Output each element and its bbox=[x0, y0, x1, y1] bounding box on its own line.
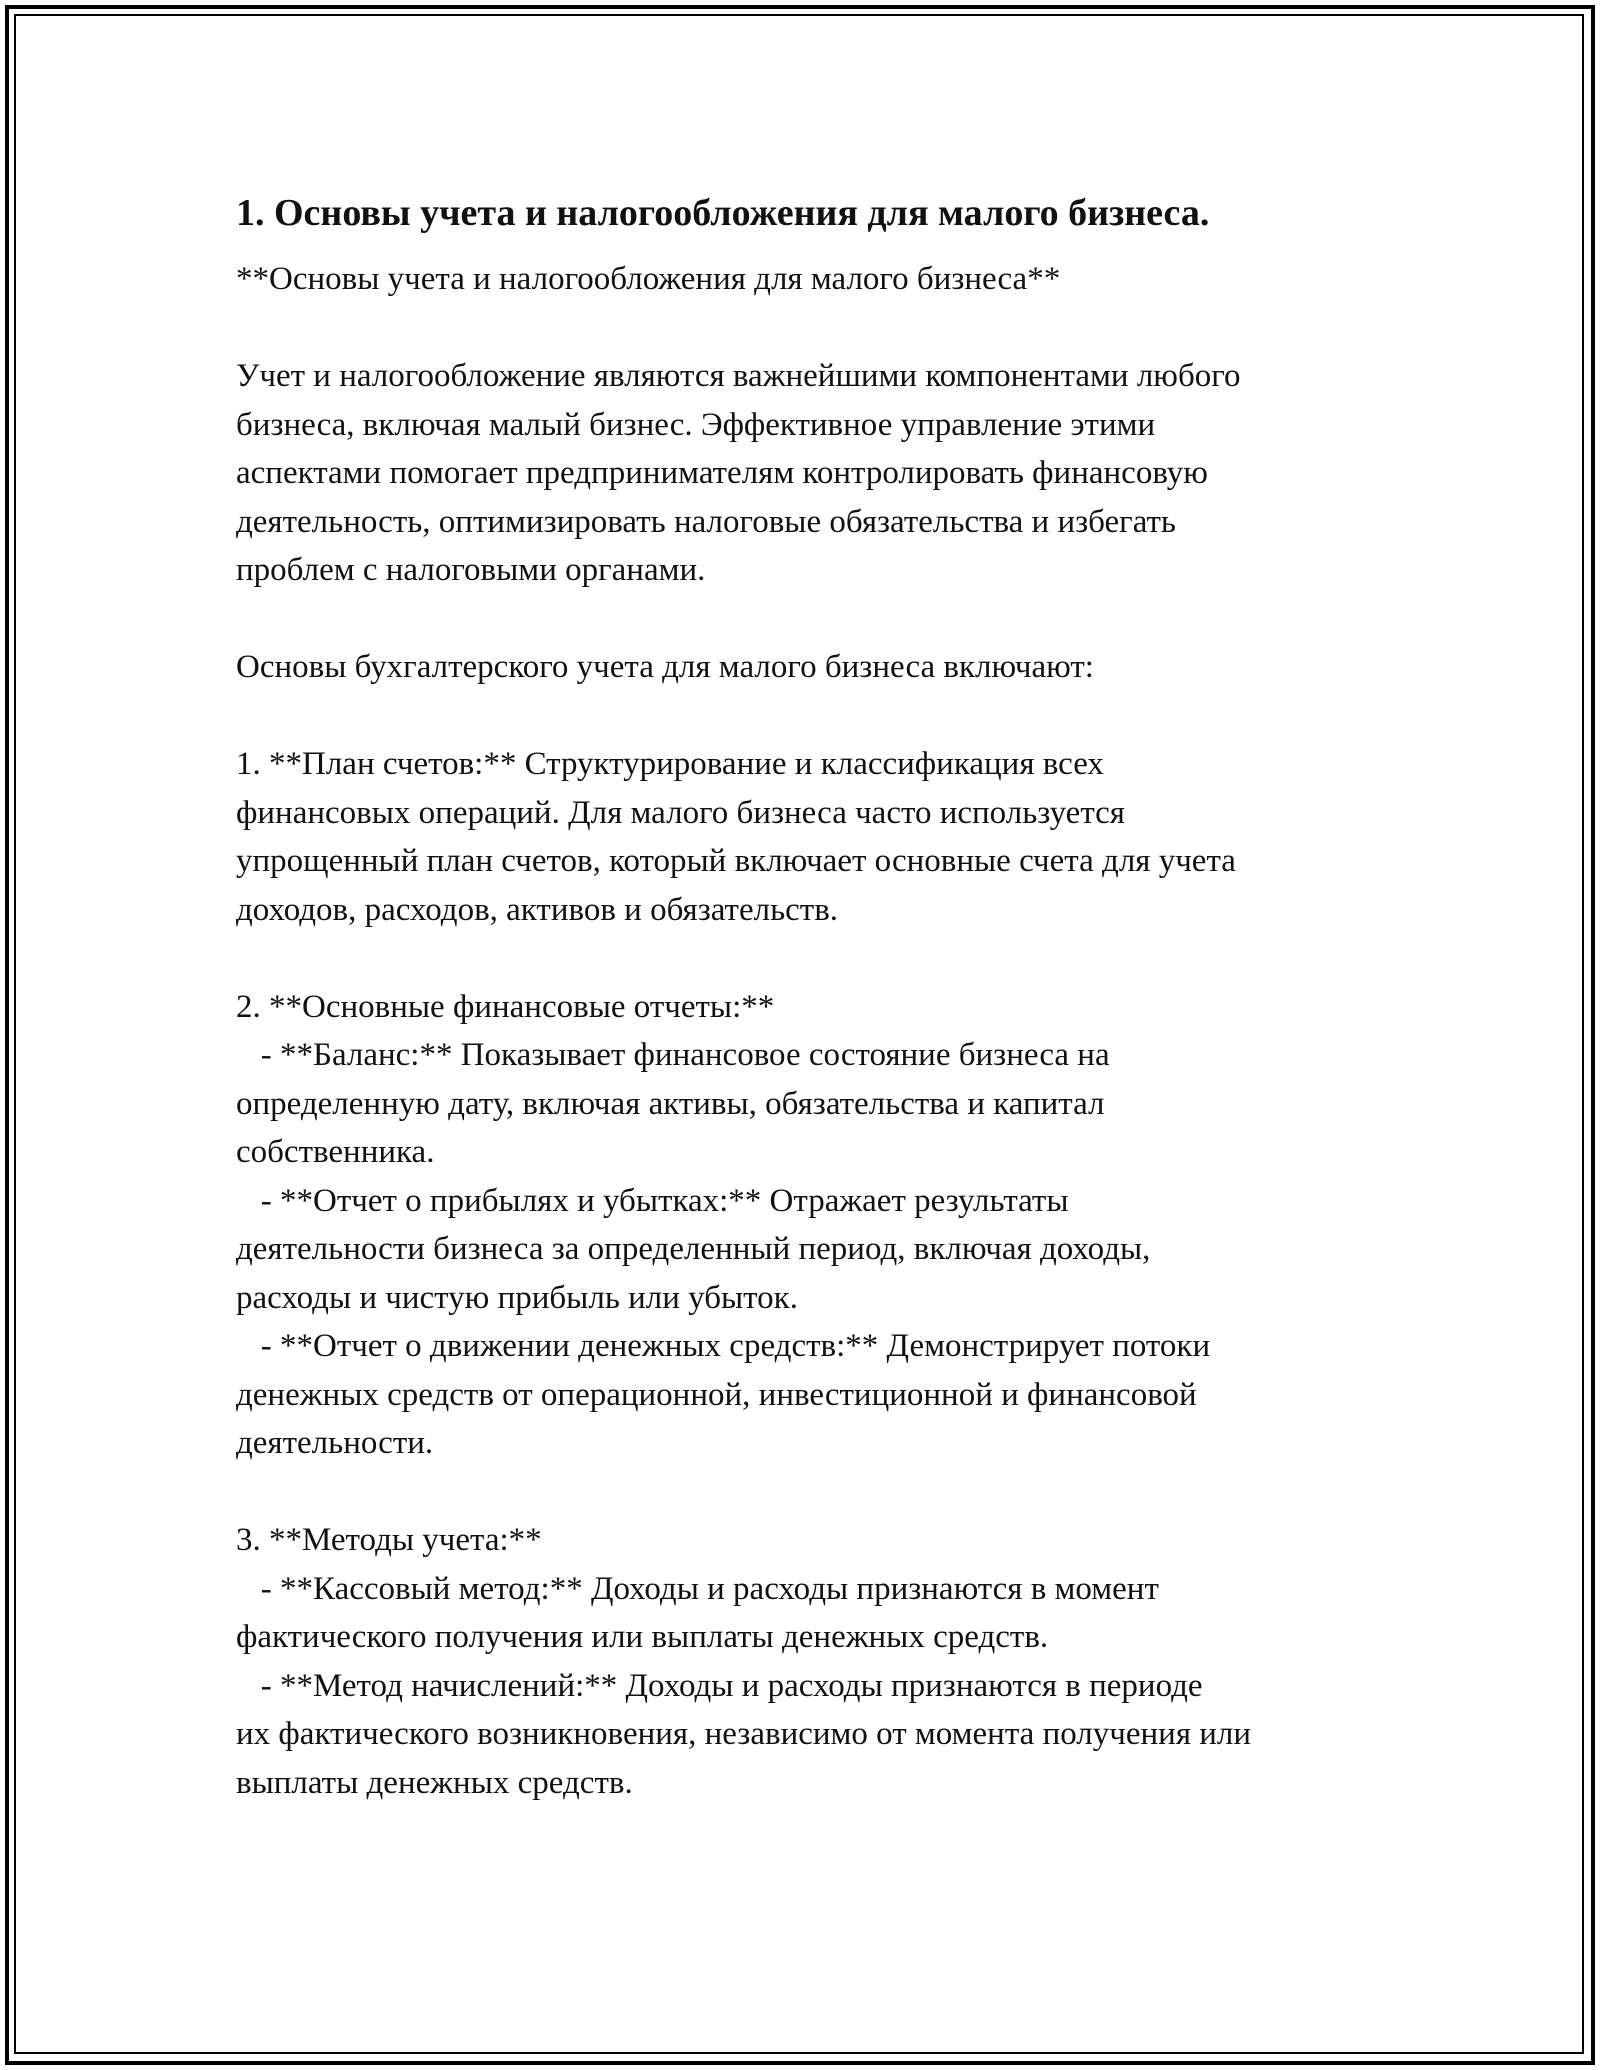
blank-line bbox=[236, 934, 1386, 983]
blank-line bbox=[236, 595, 1386, 644]
text-line: - **Кассовый метод:** Доходы и расходы признаются в момент bbox=[236, 1570, 1159, 1607]
text-line: бизнеса, включая малый бизнес. Эффективное управление этими bbox=[236, 406, 1156, 443]
section-heading: 1. Основы учета и налогообложения для малого бизнеса. bbox=[236, 192, 1210, 234]
blank-line bbox=[236, 1468, 1386, 1517]
text-line: расходы и чистую прибыль или убыток. bbox=[236, 1279, 798, 1316]
text-line: упрощенный план счетов, который включает основные счета для учета bbox=[236, 843, 1236, 879]
blank-line bbox=[236, 692, 1386, 741]
text-line: Основы бухгалтерского учета для малого бизнеса включают: bbox=[236, 649, 1094, 685]
text-line: фактического получения или выплаты денежных средств. bbox=[236, 1619, 1049, 1655]
text-line: - **Метод начислений:** Доходы и расходы признаются в периоде bbox=[236, 1667, 1203, 1704]
text-line: **Основы учета и налогообложения для малого бизнеса** bbox=[236, 261, 1061, 297]
blank-line bbox=[236, 304, 1386, 353]
text-line: деятельность, оптимизировать налоговые обязательства и избегать bbox=[236, 503, 1176, 540]
text-line: деятельности бизнеса за определенный период, включая доходы, bbox=[236, 1231, 1151, 1267]
text-line: аспектами помогает предпринимателям контролировать финансовую bbox=[236, 455, 1208, 491]
text-line: определенную дату, включая активы, обязательства и капитал bbox=[236, 1085, 1105, 1122]
text-line: - **Отчет о движении денежных средств:** Демонстрирует потоки bbox=[236, 1328, 1211, 1364]
text-line: Учет и налогообложение являются важнейшими компонентами любого bbox=[236, 358, 1241, 394]
text-line: финансовых операций. Для малого бизнеса часто используется bbox=[236, 794, 1125, 831]
text-line: - **Отчет о прибылях и убытках:** Отражает результаты bbox=[236, 1182, 1069, 1219]
text-line: выплаты денежных средств. bbox=[236, 1764, 633, 1801]
text-line: доходов, расходов, активов и обязательств. bbox=[236, 891, 839, 928]
text-line: собственника. bbox=[236, 1134, 435, 1170]
document-page bbox=[236, 185, 1386, 1807]
text-line: 2. **Основные финансовые отчеты:** bbox=[236, 988, 775, 1025]
text-line: их фактического возникновения, независимо от момента получения или bbox=[236, 1716, 1252, 1752]
text-line: денежных средств от операционной, инвестиционной и финансовой bbox=[236, 1376, 1197, 1413]
text-line: - **Баланс:** Показывает финансовое состояние бизнеса на bbox=[236, 1037, 1110, 1073]
text-line: проблем с налоговыми органами. bbox=[236, 552, 706, 588]
text-line: деятельности. bbox=[236, 1425, 434, 1461]
text-line: 1. **План счетов:** Структурирование и классификация всех bbox=[236, 746, 1104, 782]
document-body bbox=[236, 255, 1386, 1807]
text-line: 3. **Методы учета:** bbox=[236, 1522, 542, 1558]
